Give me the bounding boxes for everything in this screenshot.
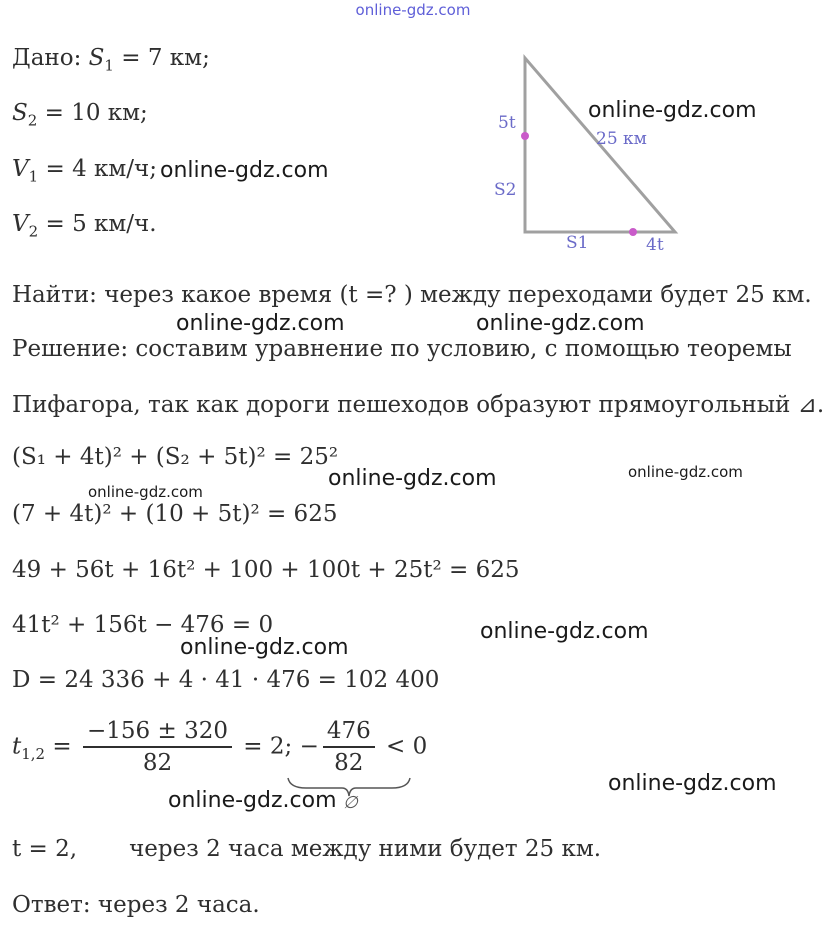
equation-3: 49 + 56t + 16t² + 100 + 100t + 25t² = 625 [12,557,520,583]
watermark: online-gdz.com [168,788,337,813]
label-5t: 5t [498,113,516,133]
watermark: online-gdz.com [176,311,345,336]
watermark: online-gdz.com [160,158,329,183]
equation-1: (S₁ + 4t)² + (S₂ + 5t)² = 25² [12,444,339,470]
var-v2: V [12,211,29,237]
watermark: online-gdz.com [628,463,743,481]
sub-s2: 2 [27,111,38,130]
equation-2: (7 + 4t)² + (10 + 5t)² = 625 [12,501,338,527]
var-v1: V [12,156,29,182]
root-den-2: 82 [334,750,364,777]
root-fraction-2 [323,718,375,777]
result-line [12,836,601,862]
roots-eq: = [45,733,80,760]
watermark: online-gdz.com [88,483,203,501]
equation-4: 41t² + 156t − 476 = 0 [12,612,274,638]
find-line: Найти: через какое время (t =? ) между переходами будет 25 км. [12,282,812,308]
label-s2: S2 [494,180,517,200]
var-s1: S [88,45,105,71]
site-link[interactable]: online-gdz.com [355,1,471,19]
label-s1: S1 [566,233,589,253]
given-v1 [12,156,157,186]
roots-tail: < 0 [378,733,428,760]
root-num-1: −156 ± 320 [83,718,232,748]
label-hypotenuse: 25 км [596,129,647,149]
point-5t [521,132,529,140]
roots-line [12,718,427,777]
roots-mid: = 2; − [235,733,319,760]
label-4t: 4t [646,235,664,255]
given-s2 [12,100,148,130]
watermark: online-gdz.com [180,635,349,660]
sub-s1: 1 [104,56,114,75]
watermark: online-gdz.com [328,466,497,491]
result-text: через 2 часа между ними будет 25 км. [129,836,602,862]
root-num-2: 476 [323,718,375,748]
value-s2: = 10 км; [37,100,148,126]
roots-sub: 1,2 [21,745,46,764]
watermark: online-gdz.com [588,98,757,123]
sub-v2: 2 [28,222,39,241]
watermark: online-gdz.com [480,619,649,644]
value-v1: = 4 км/ч; [38,156,157,182]
given-label: Дано: [12,45,82,71]
root-fraction-1 [83,718,232,777]
right-triangle-diagram [480,50,700,260]
solution-line-1: Решение: составим уравнение по условию, с помощью теоремы [12,336,792,362]
result-t: t = 2, [12,836,78,862]
watermark: online-gdz.com [476,311,645,336]
roots-var: t [12,733,22,760]
point-4t [629,228,637,236]
root-den-1: 82 [142,750,173,777]
var-s2: S [12,100,28,126]
discriminant: D = 24 336 + 4 · 41 · 476 = 102 400 [12,667,440,693]
answer-line: Ответ: через 2 часа. [12,892,260,918]
given-s1 [12,45,210,75]
empty-set-symbol: ∅ [343,793,358,813]
watermark: online-gdz.com [608,771,777,796]
value-v2: = 5 км/ч. [38,211,157,237]
solution-line-2: Пифагора, так как дороги пешеходов образуют прямоугольный ⊿. [12,392,825,418]
given-v2 [12,211,157,241]
sub-v1: 1 [28,167,39,186]
value-s1: = 7 км; [113,45,210,71]
